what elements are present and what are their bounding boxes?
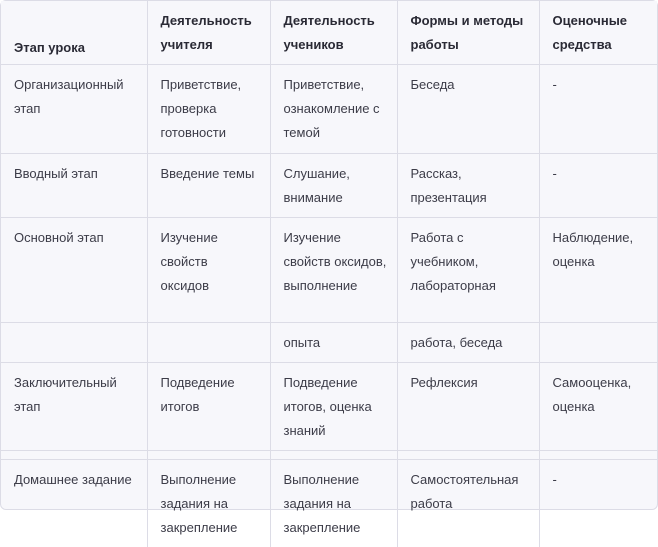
column-header-assessment: Оценочные средства <box>539 1 657 65</box>
table-cell <box>270 451 397 460</box>
table-cell: Выполнение задания на закрепление <box>270 460 397 547</box>
table-row <box>1 65 657 154</box>
table-cell: Наблюдение, оценка <box>539 218 657 323</box>
table-cell: - <box>539 460 657 547</box>
table-cell: Основной этап <box>1 218 147 323</box>
lesson-plan-table <box>1 1 657 547</box>
table-cell <box>397 451 539 460</box>
table-row <box>1 154 657 218</box>
table-cell: - <box>539 65 657 154</box>
table-cell: Рассказ, презентация <box>397 154 539 218</box>
table-cell: Вводный этап <box>1 154 147 218</box>
table-row <box>1 218 657 323</box>
table-cell: Самостоятельная работа <box>397 460 539 547</box>
table-cell: Изучение свойств оксидов <box>147 218 270 323</box>
table-cell <box>1 323 147 363</box>
table-cell: Заключительный этап <box>1 363 147 451</box>
table-row <box>1 363 657 451</box>
table-row <box>1 460 657 547</box>
column-header-stage: Этап урока <box>1 1 147 65</box>
table-cell: работа, беседа <box>397 323 539 363</box>
table-cell: Слушание, внимание <box>270 154 397 218</box>
table-cell: Подведение итогов, оценка знаний <box>270 363 397 451</box>
table-cell: опыта <box>270 323 397 363</box>
table-cell: Рефлексия <box>397 363 539 451</box>
table-cell: Изучение свойств оксидов, выполнение <box>270 218 397 323</box>
table-cell: Домашнее задание <box>1 460 147 547</box>
table-cell <box>539 451 657 460</box>
table-cell: Выполнение задания на закрепление <box>147 460 270 547</box>
table-cell: Организационный этап <box>1 65 147 154</box>
table-cell: Приветствие, проверка готовности <box>147 65 270 154</box>
table-cell <box>1 451 147 460</box>
table-cell: Приветствие, ознакомление с темой <box>270 65 397 154</box>
table-cell: Подведение итогов <box>147 363 270 451</box>
table-row <box>1 451 657 460</box>
table-cell: Самооценка, оценка <box>539 363 657 451</box>
table-cell: Введение темы <box>147 154 270 218</box>
table-row <box>1 323 657 363</box>
table-cell <box>147 451 270 460</box>
table-cell: Работа с учебником, лабораторная <box>397 218 539 323</box>
table-cell <box>147 323 270 363</box>
column-header-forms-methods: Формы и методы работы <box>397 1 539 65</box>
table-cell <box>539 323 657 363</box>
column-header-student-activity: Деятельность учеников <box>270 1 397 65</box>
column-header-teacher-activity: Деятельность учителя <box>147 1 270 65</box>
table-header-row <box>1 1 657 65</box>
table-cell: Беседа <box>397 65 539 154</box>
table-cell: - <box>539 154 657 218</box>
